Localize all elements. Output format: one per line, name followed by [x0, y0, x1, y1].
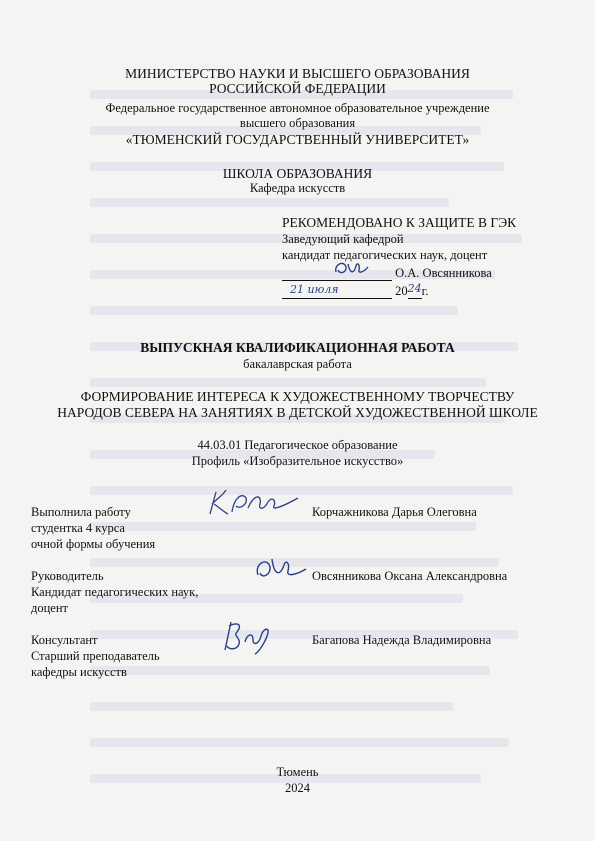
thesis-title-line2: НАРОДОВ СЕВЕРА НА ЗАНЯТИЯХ В ДЕТСКОЙ ХУДОЖЕСТВЕННОЙ ШКОЛЕ — [57, 405, 538, 420]
approval-degree: кандидат педагогических наук, доцент — [282, 248, 488, 262]
approval-position: Заведующий кафедрой — [282, 232, 404, 246]
student-signature-icon — [202, 484, 302, 524]
approval-signature-line — [282, 266, 492, 281]
approval-year-suffix: г. — [421, 284, 429, 298]
student-role-line2: студентка 4 курса — [31, 521, 125, 535]
footer-city: Тюмень — [276, 765, 319, 779]
specialty-code: 44.03.01 Педагогическое образование — [197, 438, 398, 452]
approval-date-line — [282, 284, 428, 299]
specialty-profile: Профиль «Изобразительное искусство» — [191, 454, 404, 468]
supervisor-name: Овсянникова Оксана Александровна — [312, 569, 508, 583]
approval-title: РЕКОМЕНДОВАНО К ЗАЩИТЕ В ГЭК — [282, 215, 517, 230]
school-name: ШКОЛА ОБРАЗОВАНИЯ — [222, 166, 373, 181]
supervisor-role-line3: доцент — [31, 601, 68, 615]
consultant-role-line1: Консультант — [31, 633, 98, 647]
approval-year-prefix: 20 — [395, 284, 408, 298]
ministry-line1: МИНИСТЕРСТВО НАУКИ И ВЫСШЕГО ОБРАЗОВАНИЯ — [125, 66, 470, 81]
university-name: «ТЮМЕНСКИЙ ГОСУДАРСТВЕННЫЙ УНИВЕРСИТЕТ» — [125, 132, 470, 147]
student-role-line3: очной формы обучения — [31, 537, 156, 551]
consultant-signature-icon — [215, 616, 275, 658]
institution-line2: высшего образования — [239, 116, 356, 130]
supervisor-role-line1: Руководитель — [31, 569, 104, 583]
approval-date-handwritten: 21 июля — [290, 283, 339, 296]
thesis-title-line1: ФОРМИРОВАНИЕ ИНТЕРЕСА К ХУДОЖЕСТВЕННОМУ ТВОРЧЕСТВУ — [80, 389, 515, 404]
department-name: Кафедра искусств — [249, 181, 346, 195]
consultant-name: Багапова Надежда Владимировна — [312, 633, 492, 647]
work-subtype: бакалаврская работа — [243, 357, 352, 371]
footer-year: 2024 — [285, 781, 310, 795]
approval-year-handwritten: 24 — [407, 282, 422, 295]
institution-line1: Федеральное государственное автономное образовательное учреждение — [105, 101, 490, 115]
student-name: Корчажникова Дарья Олеговна — [312, 505, 477, 519]
approval-signature-icon — [332, 258, 372, 280]
student-role-line1: Выполнила работу — [31, 505, 131, 519]
supervisor-signature-icon — [252, 553, 312, 587]
consultant-role-line2: Старший преподаватель — [31, 649, 160, 663]
work-type: ВЫПУСКНАЯ КВАЛИФИКАЦИОННАЯ РАБОТА — [140, 340, 455, 355]
consultant-role-line3: кафедры искусств — [31, 665, 127, 679]
supervisor-role-line2: Кандидат педагогических наук, — [31, 585, 199, 599]
ministry-line2: РОССИЙСКОЙ ФЕДЕРАЦИИ — [209, 81, 386, 96]
approval-name: О.А. Овсянникова — [395, 266, 492, 280]
